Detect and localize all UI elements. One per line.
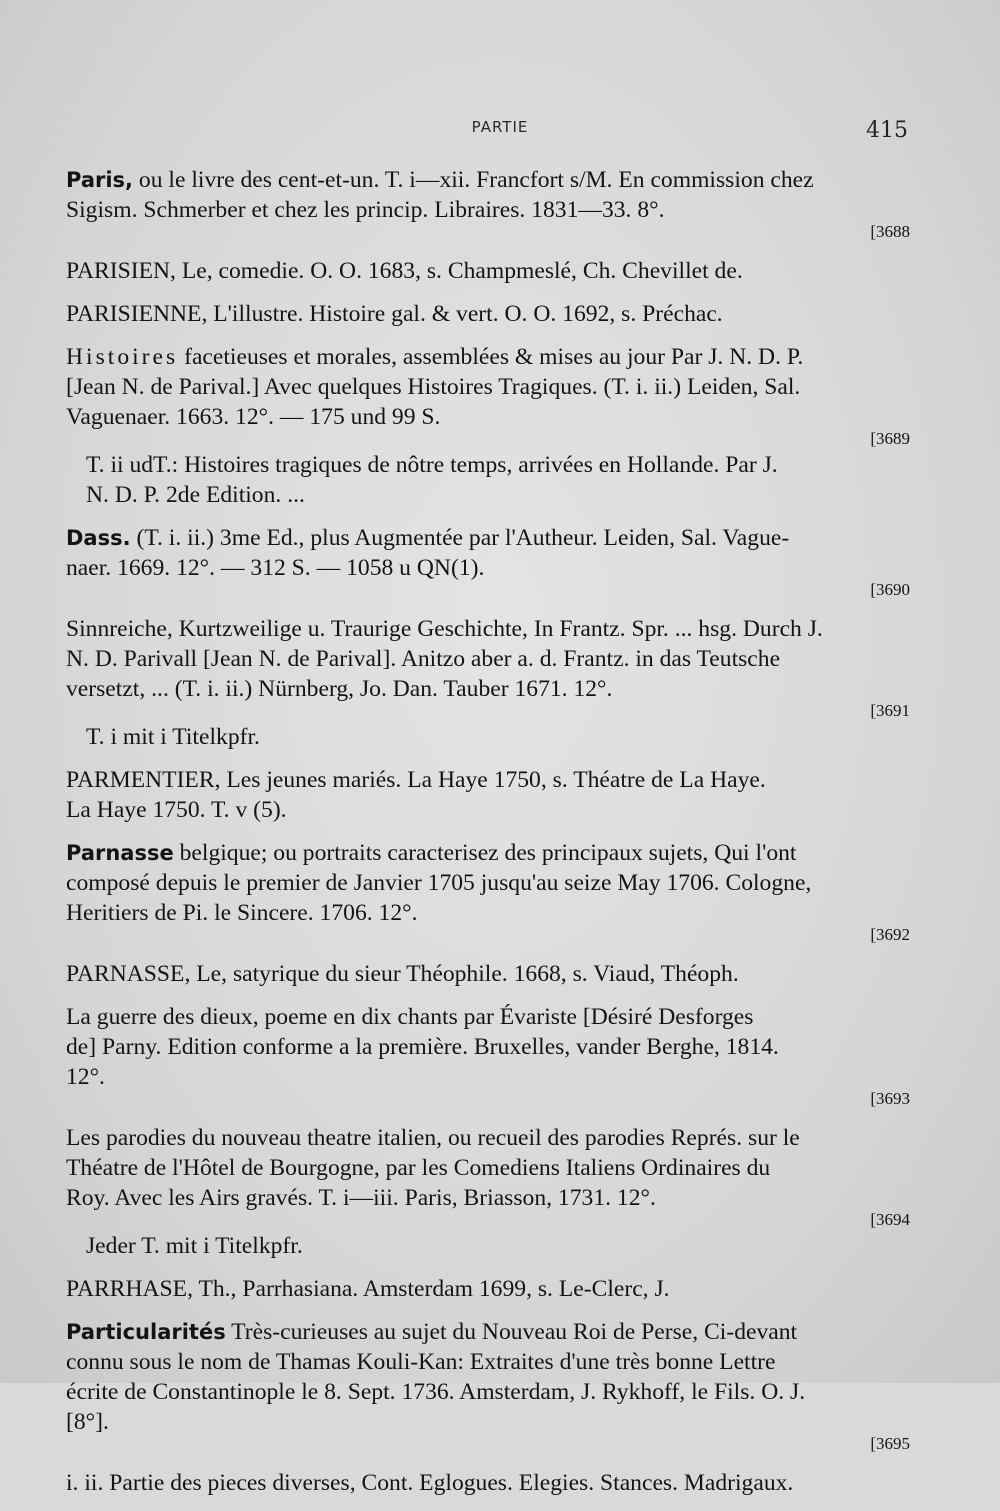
entry-line: [66, 1347, 910, 1377]
entry-text: Sinnreiche, Kurtzweilige u. Traurige Geschichte, In Frantz. Spr. ... hsg. Durch J.: [66, 616, 823, 642]
entry-text: composé depuis le premier de Janvier 1705 jusqu'au seize May 1706. Cologne,: [66, 870, 812, 896]
entry-headword: Particularités: [66, 1320, 226, 1344]
bibliography-entry: [66, 1123, 910, 1261]
entry-text: Très-curieuses au sujet du Nouveau Roi de Perse, Ci-devant: [225, 1319, 798, 1345]
entry-line: [66, 765, 910, 795]
entry-number: [3691: [870, 701, 910, 720]
bibliography-body: [66, 165, 910, 1511]
entry-text: Les parodies du nouveau theatre italien, ou recueil des parodies Représ. sur le: [66, 1125, 800, 1151]
bibliography-entry: [66, 838, 910, 946]
entry-headword-spaced: Histoires: [66, 344, 179, 370]
page-number: 415: [866, 118, 908, 143]
entry-text: Heritiers de Pi. le Sincere. 1706. 12°.: [66, 900, 418, 926]
entry-line: [66, 1377, 910, 1407]
entry-line: [66, 644, 910, 674]
entry-number: [3693: [870, 1089, 910, 1108]
bibliography-entry: [66, 1002, 910, 1110]
entry-note: Jeder T. mit i Titelkpfr.: [86, 1233, 303, 1259]
entry-number: [3692: [870, 925, 910, 944]
entry-line: [66, 256, 910, 286]
entry-note: T. ii udT.: Histoires tragiques de nôtre temps, arrivées en Hollande. Par J.: [86, 452, 778, 478]
bibliography-entry: [66, 165, 910, 243]
entry-text: PARMENTIER, Les jeunes mariés. La Haye 1750, s. Théatre de La Haye.: [66, 767, 766, 793]
entry-line: [66, 1002, 910, 1032]
bibliography-entry: [66, 1317, 910, 1455]
entry-line: [66, 959, 910, 989]
entry-text: naer. 1669. 12°. — 312 S. — 1058 u QN(1).: [66, 555, 485, 581]
entry-headword: Dass.: [66, 526, 131, 550]
entry-headword: Parnasse: [66, 841, 174, 865]
entry-line: [66, 342, 910, 372]
entry-text: belgique; ou portraits caracterisez des principaux sujets, Qui l'ont: [173, 840, 797, 866]
entry-text: écrite de Constantinople le 8. Sept. 1736. Amsterdam, J. Rykhoff, le Fils. O. J.: [66, 1379, 806, 1405]
bibliography-entry: [66, 1468, 910, 1498]
entry-note: T. i mit i Titelkpfr.: [86, 724, 260, 750]
bibliography-entry: [66, 256, 910, 286]
entry-number: [3695: [870, 1434, 910, 1453]
entry-line: [66, 1468, 910, 1498]
bibliography-entry: [66, 959, 910, 989]
entry-text: [8°].: [66, 1409, 109, 1435]
entry-text: La Haye 1750. T. v (5).: [66, 797, 287, 823]
entry-line: [66, 165, 910, 195]
bibliography-entry: [66, 614, 910, 752]
entry-line: [66, 372, 910, 402]
entry-line: [66, 1153, 910, 1183]
bibliography-entry: [66, 342, 910, 510]
bibliography-entry: [66, 299, 910, 329]
entry-line: [66, 614, 910, 644]
entry-text: N. D. Parivall [Jean N. de Parival]. Anitzo aber a. d. Frantz. in das Teutsche: [66, 646, 781, 672]
entry-text: [Jean N. de Parival.] Avec quelques Histoires Tragiques. (T. i. ii.) Leiden, Sal.: [66, 374, 801, 400]
entry-line: [66, 1032, 910, 1062]
entry-text: connu sous le nom de Thamas Kouli-Kan: Extraites d'une très bonne Lettre: [66, 1349, 776, 1375]
entry-text: Roy. Avec les Airs gravés. T. i—iii. Paris, Briasson, 1731. 12°.: [66, 1185, 656, 1211]
entry-line: [66, 838, 910, 868]
entry-line: [66, 795, 910, 825]
entry-text: ou le livre des cent-et-un. T. i—xii. Francfort s/M. En commission chez: [133, 167, 814, 193]
entry-text: PARNASSE, Le, satyrique du sieur Théophile. 1668, s. Viaud, Théoph.: [66, 961, 739, 987]
entry-text: (T. i. ii.) 3me Ed., plus Augmentée par l'Autheur. Leiden, Sal. Vague-: [130, 525, 790, 551]
entry-text: Sigism. Schmerber et chez les princip. Libraires. 1831—33. 8°.: [66, 197, 665, 223]
running-header: PARTIE: [471, 118, 529, 136]
entry-text: facetieuses et morales, assemblées & mises au jour Par J. N. D. P.: [178, 344, 804, 370]
entry-text: Théatre de l'Hôtel de Bourgogne, par les Comediens Italiens Ordinaires du: [66, 1155, 771, 1181]
entry-text: PARISIEN, Le, comedie. O. O. 1683, s. Champmeslé, Ch. Chevillet de.: [66, 258, 743, 284]
entry-text: i. ii. Partie des pieces diverses, Cont. Eglogues. Elegies. Stances. Madrigaux.: [66, 1470, 794, 1496]
entry-line: [66, 523, 910, 553]
entry-text: PARRHASE, Th., Parrhasiana. Amsterdam 1699, s. Le-Clerc, J.: [66, 1276, 670, 1302]
entry-line: [66, 868, 910, 898]
entry-text: La guerre des dieux, poeme en dix chants par Évariste [Désiré Desforges: [66, 1004, 754, 1030]
entry-text: de] Parny. Edition conforme a la première. Bruxelles, vander Berghe, 1814.: [66, 1034, 779, 1060]
entry-number: [3690: [870, 580, 910, 599]
entry-headword: Paris,: [66, 168, 134, 192]
entry-line: [66, 1317, 910, 1347]
bibliography-entry: [66, 1274, 910, 1304]
entry-number: [3688: [870, 222, 910, 241]
entry-line: [66, 1123, 910, 1153]
entry-text: Vaguenaer. 1663. 12°. — 175 und 99 S.: [66, 404, 441, 430]
entry-note: N. D. P. 2de Edition. ...: [86, 482, 305, 508]
entry-text: versetzt, ... (T. i. ii.) Nürnberg, Jo. Dan. Tauber 1671. 12°.: [66, 676, 613, 702]
entry-number: [3694: [870, 1210, 910, 1229]
entry-line: [66, 1274, 910, 1304]
bibliography-entry: [66, 765, 910, 825]
entry-text: 12°.: [66, 1064, 105, 1090]
entry-number: [3689: [870, 429, 910, 448]
entry-line: [66, 299, 910, 329]
entry-text: PARISIENNE, L'illustre. Histoire gal. & vert. O. O. 1692, s. Préchac.: [66, 301, 723, 327]
bibliography-entry: [66, 523, 910, 601]
